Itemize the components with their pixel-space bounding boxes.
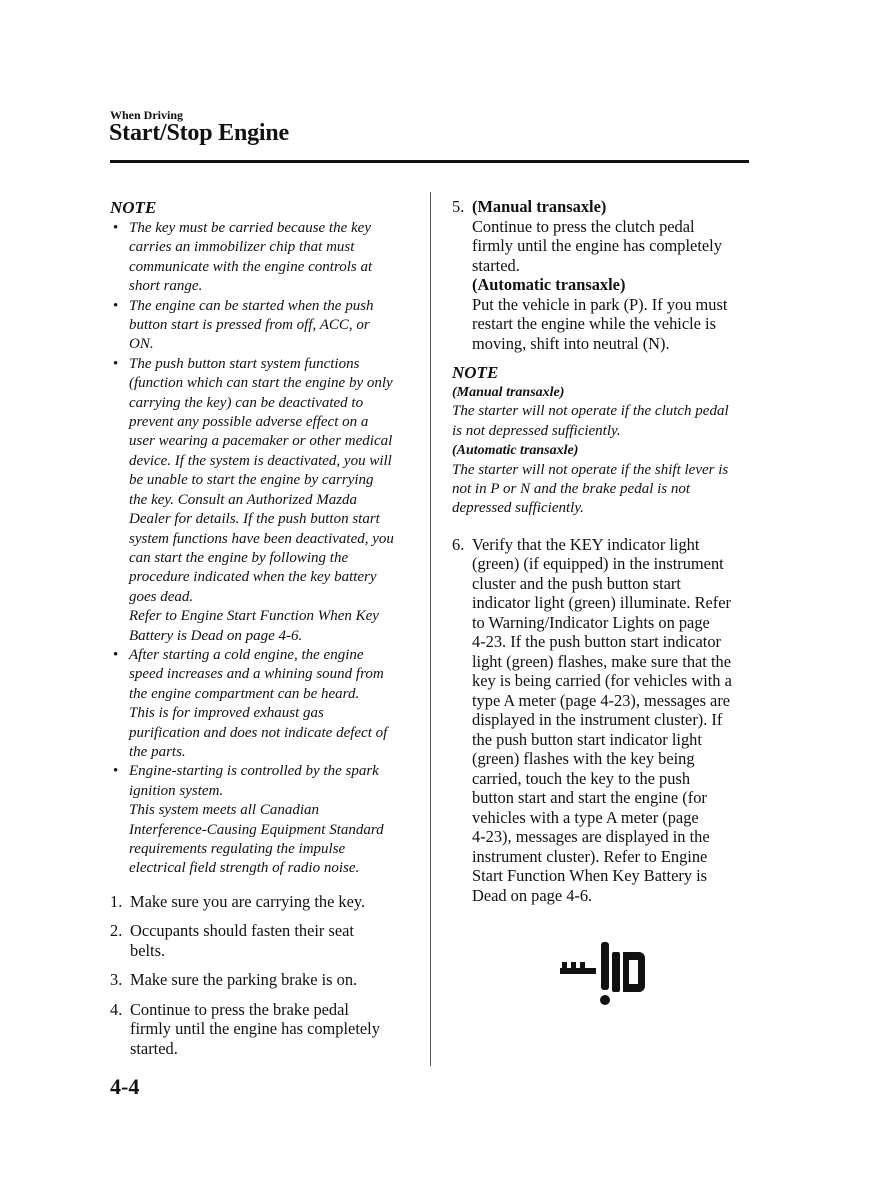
step-line: 4-23), messages are displayed in the bbox=[472, 827, 710, 847]
note-box bbox=[452, 362, 752, 519]
step-line: started. bbox=[472, 255, 520, 275]
step-line: firmly until the engine has completely bbox=[472, 236, 722, 255]
note-line: This is for improved exhaust gas bbox=[129, 705, 324, 722]
note-line: (function which can start the engine by only bbox=[129, 375, 393, 392]
note-line: This system meets all Canadian bbox=[129, 802, 319, 819]
step-line: Start Function When Key Battery is bbox=[472, 866, 708, 886]
note-line: The starter will not operate if the clutch pedal bbox=[452, 403, 729, 420]
note-item bbox=[110, 355, 412, 646]
step-line: vehicles with a type A meter (page bbox=[472, 807, 699, 827]
step-line: Continue to press the clutch pedal bbox=[472, 216, 695, 236]
note-line: purification and does not indicate defect of bbox=[129, 724, 388, 741]
note-line: Interference-Causing Equipment Standard bbox=[129, 821, 384, 838]
step-line: Make sure the parking brake is on. bbox=[130, 970, 358, 990]
step-line: light (green) flashes, make sure that the bbox=[472, 651, 731, 671]
note-list bbox=[110, 219, 412, 879]
step-line: type A meter (page 4-23), messages are bbox=[472, 690, 731, 710]
note-line: speed increases and a whining sound from bbox=[129, 666, 384, 683]
step-number: 5. bbox=[452, 197, 465, 216]
note-line: prevent any possible adverse effect on a bbox=[129, 414, 369, 431]
step-line: Put the vehicle in park (P). If you must bbox=[472, 294, 728, 314]
note-line: Dealer for details. If the push button start bbox=[129, 511, 380, 528]
note-item bbox=[110, 297, 412, 355]
note-item bbox=[110, 646, 412, 762]
note-item bbox=[110, 219, 412, 297]
column-divider bbox=[430, 192, 431, 1066]
step-line: the push button start indicator light bbox=[472, 729, 702, 749]
note-line: ON. bbox=[129, 336, 154, 353]
note-line: ignition system. bbox=[129, 782, 224, 799]
step-line: key is being carried (for vehicles with a bbox=[472, 671, 732, 691]
step-line: started. bbox=[130, 1038, 178, 1058]
note-line: goes dead. bbox=[129, 588, 194, 605]
step-number: 3. bbox=[110, 970, 123, 990]
step-line: displayed in the instrument cluster). If bbox=[472, 710, 723, 730]
note-line: The starter will not operate if the shift lever is bbox=[452, 461, 729, 478]
step-line: (green) (if equipped) in the instrument bbox=[472, 554, 724, 574]
note-line: button start is pressed from off, ACC, or bbox=[129, 317, 370, 334]
step-line: carried, touch the key to the push bbox=[472, 768, 691, 788]
step-line: (green) flashes with the key being bbox=[472, 749, 695, 769]
step-line: belts. bbox=[130, 940, 166, 960]
step-line: Continue to press the brake pedal bbox=[130, 999, 349, 1019]
step-subheading: (Manual transaxle) bbox=[472, 197, 607, 216]
note-line: is not depressed sufficiently. bbox=[452, 422, 621, 439]
note-line: system functions have been deactivated, you bbox=[129, 530, 394, 547]
section-label: When Driving bbox=[110, 108, 184, 122]
steps-list bbox=[452, 197, 752, 353]
note-subheading: (Automatic transaxle) bbox=[452, 443, 579, 459]
step-number: 1. bbox=[110, 891, 123, 911]
step-line: firmly until the engine has completely bbox=[130, 1019, 380, 1039]
note-line: depressed sufficiently. bbox=[452, 500, 584, 517]
step-subheading: (Automatic transaxle) bbox=[472, 275, 626, 294]
left-column bbox=[110, 197, 412, 1058]
note-line: not in P or N and the brake pedal is not bbox=[452, 481, 691, 498]
note-line: • Engine-starting is controlled by the spark bbox=[129, 763, 379, 780]
note-line: communicate with the engine controls at bbox=[129, 258, 373, 275]
note-line: the engine compartment can be heard. bbox=[129, 685, 360, 702]
note-line: • The key must be carried because the key bbox=[129, 220, 371, 236]
note-line: • The engine can be started when the push bbox=[129, 297, 374, 314]
note-line: be unable to start the engine by carrying bbox=[129, 472, 374, 489]
step-line: Verify that the KEY indicator light bbox=[472, 534, 700, 554]
title-rule bbox=[110, 160, 749, 163]
step-item bbox=[110, 1000, 412, 1059]
note-line: carries an immobilizer chip that must bbox=[129, 239, 355, 256]
note-line: the parts. bbox=[129, 743, 186, 760]
note-line: the key. Consult an Authorized Mazda bbox=[129, 491, 358, 508]
step-line: restart the engine while the vehicle is bbox=[472, 314, 716, 333]
step-line: button start and start the engine (for bbox=[472, 788, 707, 808]
right-column bbox=[452, 197, 752, 905]
note-line: short range. bbox=[129, 278, 203, 295]
step-line: Dead on page 4-6. bbox=[472, 885, 593, 905]
steps-list bbox=[452, 535, 752, 906]
step-line: 4-23. If the push button start indicator bbox=[472, 632, 721, 652]
note-subheading: (Manual transaxle) bbox=[452, 385, 565, 400]
step-line: instrument cluster). Refer to Engine bbox=[472, 846, 708, 866]
step-number: 4. bbox=[110, 999, 123, 1019]
step-number: 6. bbox=[452, 534, 465, 554]
steps-list bbox=[110, 892, 412, 1059]
note-line: Battery is Dead on page 4-6. bbox=[129, 627, 303, 644]
step-item bbox=[452, 197, 752, 353]
note-line: requirements regulating the impulse bbox=[129, 841, 346, 857]
note-line: Refer to Engine Start Function When Key bbox=[129, 608, 379, 625]
key-warning-indicator-icon bbox=[556, 940, 648, 1010]
step-line: to Warning/Indicator Lights on page bbox=[472, 612, 710, 632]
step-line: cluster and the push button start bbox=[472, 573, 681, 593]
note-line: procedure indicated when the key battery bbox=[129, 569, 377, 586]
note-line: device. If the system is deactivated, you will bbox=[129, 452, 392, 469]
note-line: • The push button start system functions bbox=[129, 355, 360, 372]
note-heading: NOTE bbox=[110, 198, 157, 217]
step-line: indicator light (green) illuminate. Refer bbox=[472, 593, 731, 613]
step-line: moving, shift into neutral (N). bbox=[472, 333, 670, 353]
note-line: electrical field strength of radio noise. bbox=[129, 860, 360, 877]
note-line: carrying the key) can be deactivated to bbox=[129, 394, 364, 411]
note-line: user wearing a pacemaker or other medical bbox=[129, 433, 393, 450]
page-title: Start/Stop Engine bbox=[109, 120, 289, 146]
step-item bbox=[110, 892, 412, 912]
step-number: 2. bbox=[110, 921, 123, 941]
note-line: • After starting a cold engine, the engine bbox=[129, 646, 364, 663]
note-item bbox=[110, 762, 412, 878]
note-heading: NOTE bbox=[452, 363, 499, 382]
step-line: Occupants should fasten their seat bbox=[130, 921, 354, 941]
step-item bbox=[110, 970, 412, 990]
page-number: 4-4 bbox=[110, 1074, 140, 1099]
step-item bbox=[110, 921, 412, 960]
step-line: Make sure you are carrying the key. bbox=[130, 891, 366, 911]
note-line: can start the engine by following the bbox=[129, 549, 349, 566]
step-item bbox=[452, 535, 752, 906]
